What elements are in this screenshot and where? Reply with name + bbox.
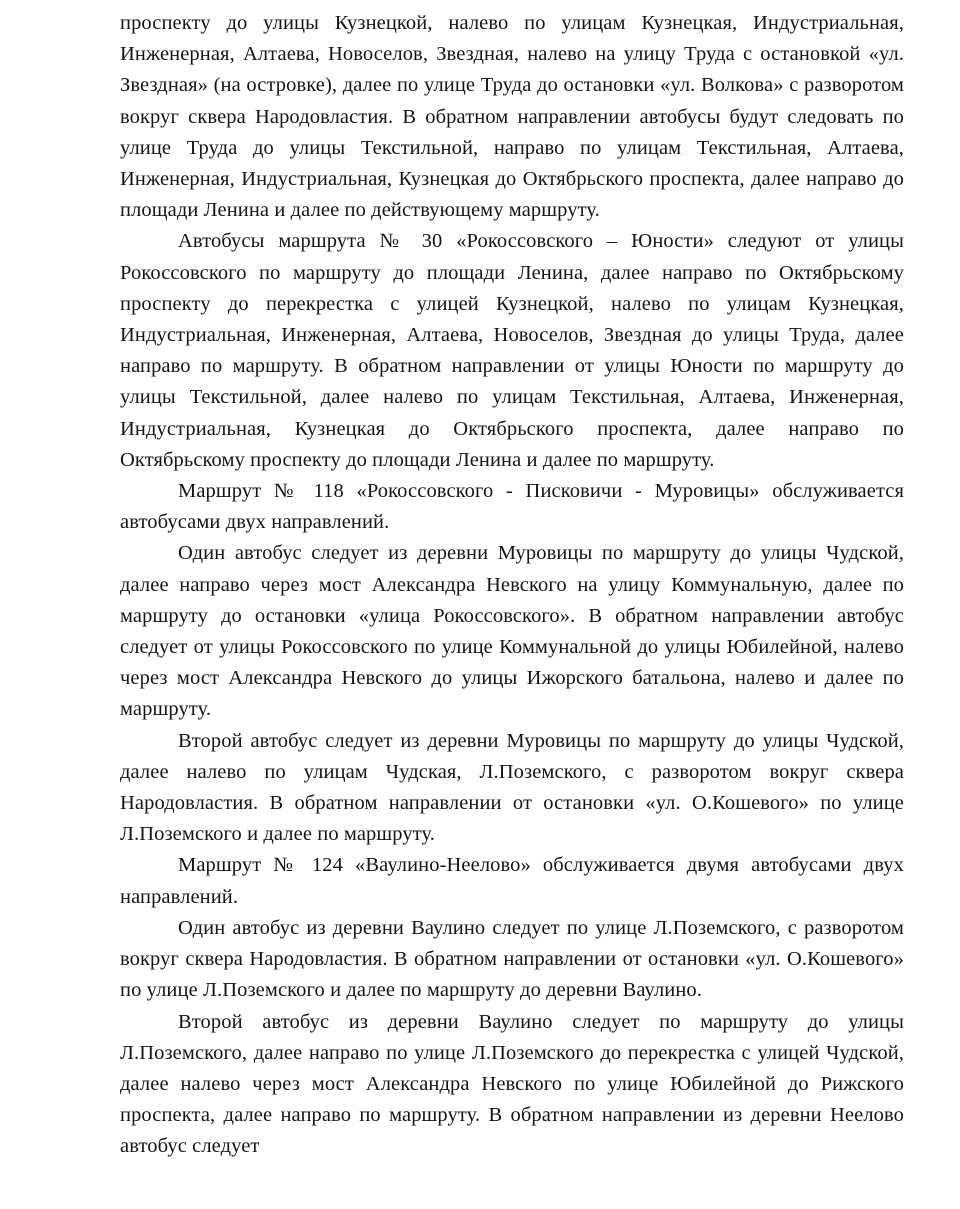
paragraph: Один автобус следует из деревни Муровицы по маршруту до улицы Чудской, далее направо через мост Александра Невского на улицу Коммунальную, далее по маршруту до остановки «улица Рокоссовского». В обратном направлении автобус следует от улицы Рокоссовского по улице Коммунальной до улицы Юбилейной, налево через мост Александра Невского до улицы Ижорского батальона, налево и далее по маршруту. [120,542,904,721]
paragraph: Маршрут № 124 «Ваулино-Неелово» обслуживается двумя автобусами двух направлений. [120,854,904,908]
paragraph: Один автобус из деревни Ваулино следует по улице Л.Поземского, с разворотом вокруг сквера Народовластия. В обратном направлении от остановки «ул. О.Кошевого» по улице Л.Поземского и далее по маршруту до деревни Ваулино. [120,916,904,1002]
paragraph: Второй автобус из деревни Ваулино следует по маршруту до улицы Л.Поземского, далее направо по улице Л.Поземского до перекрестка с улицей Чудской, далее налево через мост Александра Невского по улице Юбилейной до Рижского проспекта, далее направо по маршруту. В обратном направлении из деревни Неелово автобус следует [120,1010,904,1158]
paragraph: проспекту до улицы Кузнецкой, налево по улицам Кузнецкая, Индустриальная, Инженерная, Алтаева, Новоселов, Звездная, налево на улицу Труда с остановкой «ул. Звездная» (на островке), далее по улице Труда до остановки «ул. Волкова» с разворотом вокруг сквера Народовластия. В обратном направлении автобусы будут следовать по улице Труда до улицы Текстильной, направо по улицам Текстильная, Алтаева, Инженерная, Индустриальная, Кузнецкая до Октябрьского проспекта, далее направо до площади Ленина и далее по действующему маршруту. [120,12,904,222]
document-text-body [120,8,904,1163]
paragraph: Второй автобус следует из деревни Муровицы по маршруту до улицы Чудской, далее налево по улицам Чудская, Л.Поземского, с разворотом вокруг сквера Народовластия. В обратном направлении от остановки «ул. О.Кошевого» по улице Л.Поземского и далее по маршруту. [120,729,904,846]
paragraph: Маршрут № 118 «Рокоссовского - Писковичи - Муровицы» обслуживается автобусами двух направлений. [120,480,904,534]
paragraph: Автобусы маршрута № 30 «Рокоссовского – Юности» следуют от улицы Рокоссовского по маршруту до площади Ленина, далее направо по Октябрьскому проспекту до перекрестка с улицей Кузнецкой, налево по улицам Кузнецкая, Индустриальная, Инженерная, Алтаева, Новоселов, Звездная до улицы Труда, далее направо по маршруту. В обратном направлении от улицы Юности по маршруту до улицы Текстильной, далее налево по улицам Текстильная, Алтаева, Инженерная, Индустриальная, Кузнецкая до Октябрьского проспекта, далее направо по Октябрьскому проспекту до площади Ленина и далее по маршруту. [120,230,904,471]
